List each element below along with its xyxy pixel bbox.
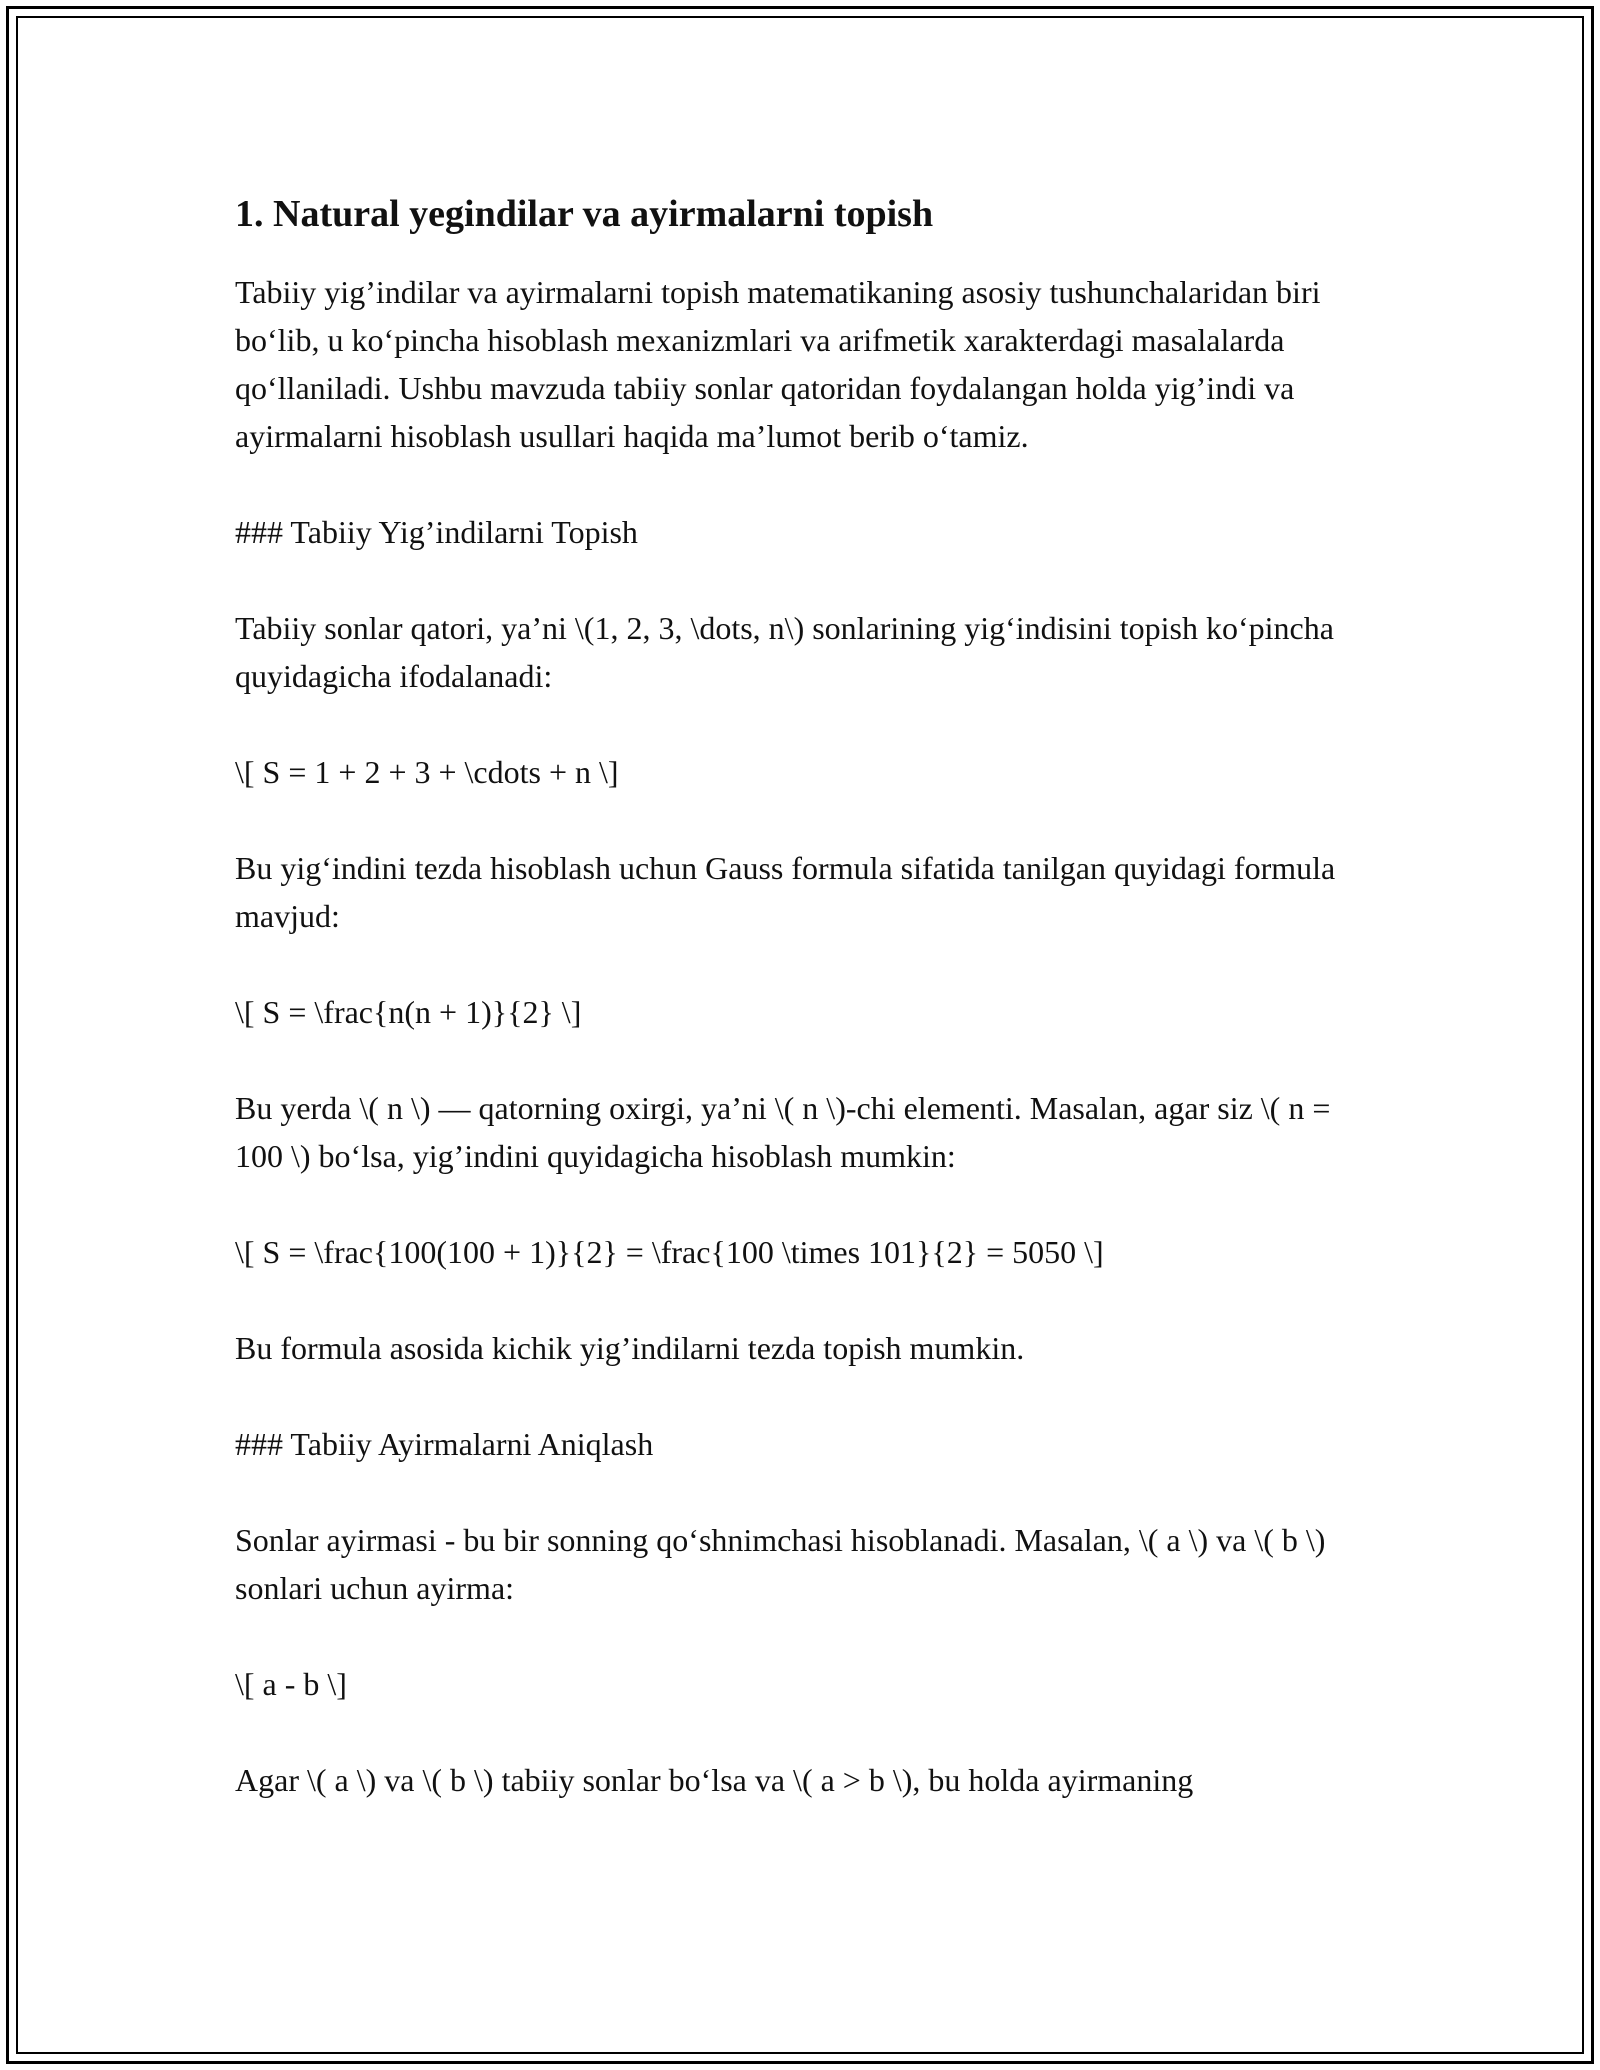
subheading-differences: ### Tabiiy Ayirmalarni Aniqlash [235,1426,654,1462]
formula-difference: \[ a - b \] [235,1666,347,1702]
formula-gauss: \[ S = \frac{n(n + 1)}{2} \] [235,994,582,1030]
paragraph-summary: Bu formula asosida kichik yig’indilarni tezda topish mumkin. [235,1330,1025,1366]
section-title: 1. Natural yegindilar va ayirmalarni topish [235,193,934,235]
paragraph-difference-cont: Agar \( a \) va \( b \) tabiiy sonlar bo‘lsa va \( a > b \), bu holda ayirmaning [235,1762,1194,1798]
paragraph-gauss: Bu yig‘indini tezda hisoblash uchun Gauss formula sifatida tanilgan quyidagi formula mavjud: [235,850,1344,934]
paragraph-natural-series: Tabiiy sonlar qatori, ya’ni \(1, 2, 3, \dots, n\) sonlarining yig‘indisini topish ko‘pincha quyidagicha ifodalanadi: [235,610,1342,694]
document-body [235,180,1365,1852]
formula-example: \[ S = \frac{100(100 + 1)}{2} = \frac{100 \times 101}{2} = 5050 \] [235,1234,1104,1270]
paragraph-example: Bu yerda \( n \) — qatorning oxirgi, ya’ni \( n \)-chi elementi. Masalan, agar siz \( n = 100 \) bo‘lsa, yig’indini quyidagicha hisoblash mumkin: [235,1090,1339,1174]
paragraph-difference-def: Sonlar ayirmasi - bu bir sonning qo‘shnimchasi hisoblanadi. Masalan, \( a \) va \( b \) sonlari uchun ayirma: [235,1522,1334,1606]
subheading-sums: ### Tabiiy Yig’indilarni Topish [235,514,638,550]
intro-paragraph: Tabiiy yig’indilar va ayirmalarni topish matematikaning asosiy tushunchalaridan biri bo‘lib, u ko‘pincha hisoblash mexanizmlari va arifmetik xarakterdagi masalalarda qo‘llaniladi. Ushbu mavzuda tabiiy sonlar qatoridan foydalangan holda yig’indi va ayirmalarni hisoblash usullari haqida ma’lumot berib o‘tamiz. [235,274,1329,454]
formula-sum-series: \[ S = 1 + 2 + 3 + \cdots + n \] [235,754,619,790]
